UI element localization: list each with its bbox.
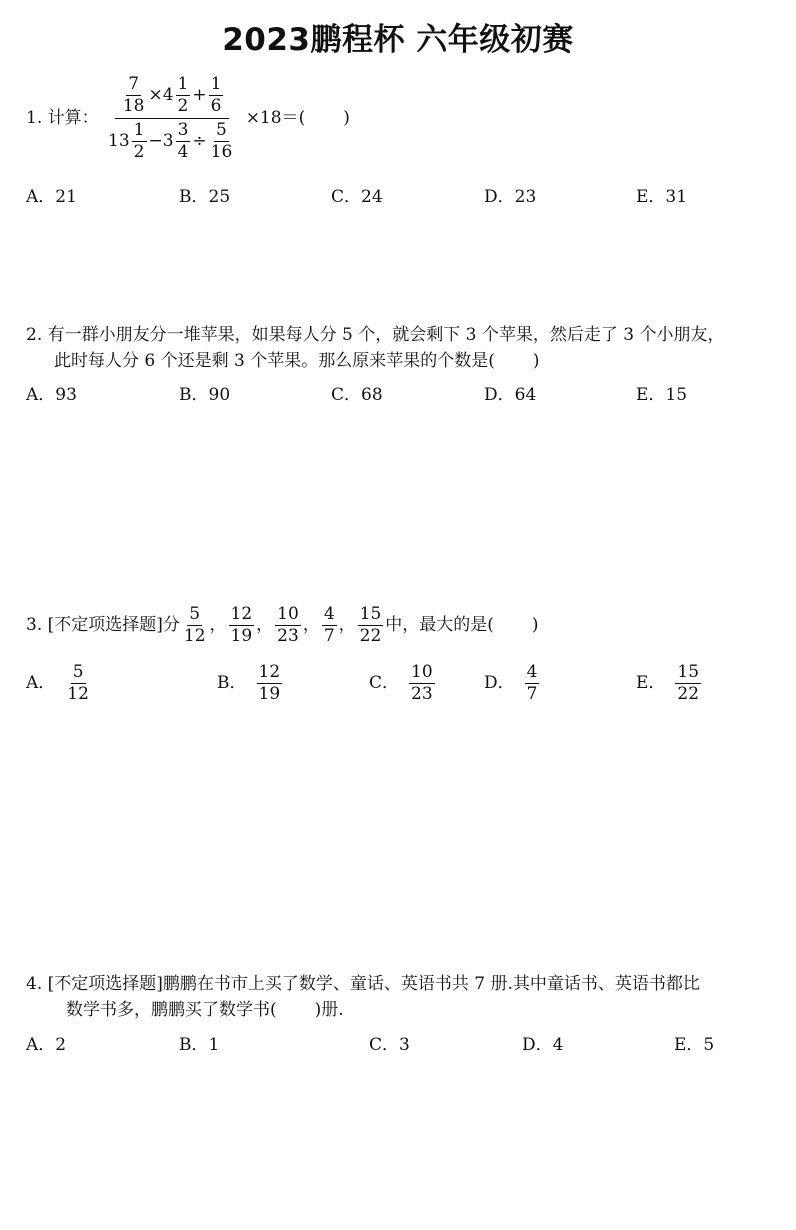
option-letter: B．	[217, 673, 247, 693]
q4-option-d[interactable]	[522, 1030, 563, 1055]
q2-option-b[interactable]	[179, 380, 230, 405]
minus-three: −3	[148, 131, 174, 151]
q2-option-e[interactable]	[636, 380, 687, 405]
denominator: 12	[67, 684, 89, 704]
numerator: 1	[177, 74, 189, 94]
q4-option-e[interactable]	[674, 1030, 714, 1055]
fraction	[275, 606, 301, 645]
option-value: 24	[361, 187, 383, 207]
q3-close-paren: )	[531, 615, 539, 635]
numerator: 4	[526, 662, 538, 682]
q3-prefix: 3. [不定项选择题]分	[26, 615, 180, 635]
numerator: 1	[210, 74, 222, 94]
q3-option-c[interactable]	[369, 664, 437, 703]
option-letter: E．	[636, 385, 666, 405]
separator: ，	[302, 615, 320, 635]
option-letter: E．	[636, 187, 666, 207]
option-value: 25	[208, 187, 231, 207]
option-letter: C．	[331, 385, 362, 405]
fraction	[176, 76, 191, 115]
option-letter: C．	[369, 673, 400, 693]
option-value: 31	[665, 187, 688, 207]
q1-option-d[interactable]	[484, 182, 536, 207]
option-letter: D．	[522, 1035, 553, 1055]
option-letter: A．	[26, 673, 56, 693]
numerator: 15	[677, 662, 700, 682]
q2-line-1: 2. 有一群小朋友分一堆苹果，如果每人分 5 个，就会剩下 3 个苹果，然后走了 3 个小朋友，	[26, 325, 725, 345]
option-letter: D．	[484, 187, 515, 207]
q4-line-2-text: 数学书多，鹏鹏买了数学书(	[66, 1000, 277, 1020]
separator: ，	[338, 615, 356, 635]
q1-close-paren: )	[343, 108, 350, 128]
option-value: 2	[55, 1035, 67, 1055]
q2-option-c[interactable]	[331, 380, 383, 405]
q1-main-fraction	[104, 76, 240, 161]
option-letter: E．	[674, 1035, 704, 1055]
q2-line-2-text: 此时每人分 6 个还是剩 3 个苹果。那么原来苹果的个数是(	[54, 351, 495, 371]
q2-option-d[interactable]	[484, 380, 536, 405]
denominator: 18	[122, 96, 145, 116]
question-3	[26, 606, 539, 645]
option-value: 4	[552, 1035, 564, 1055]
q1-suffix: ×18＝(	[245, 108, 306, 128]
fraction	[525, 664, 540, 703]
option-value: 68	[361, 385, 383, 405]
q1-option-b[interactable]	[179, 182, 230, 207]
denominator: 22	[359, 626, 382, 646]
whole-number: 13	[108, 131, 130, 151]
q3-option-e[interactable]	[636, 664, 703, 703]
question-4	[26, 971, 700, 1023]
q4-option-b[interactable]	[179, 1030, 219, 1055]
option-letter: B．	[179, 385, 209, 405]
denominator: 7	[526, 684, 538, 704]
option-letter: C．	[369, 1035, 400, 1055]
option-letter: E．	[636, 673, 666, 693]
denominator: 23	[277, 626, 299, 646]
q2-option-a[interactable]	[26, 380, 77, 405]
option-letter: D．	[484, 385, 515, 405]
numerator: 5	[189, 604, 201, 624]
q1-numerator	[115, 76, 230, 119]
denominator: 6	[210, 96, 222, 116]
denominator: 2	[177, 96, 189, 116]
option-value: 64	[514, 385, 537, 405]
fraction	[209, 122, 235, 161]
q4-close-paren: )册.	[314, 1000, 344, 1020]
numerator: 12	[258, 662, 281, 682]
numerator: 1	[133, 120, 145, 140]
q1-denominator	[104, 119, 240, 161]
q1-option-e[interactable]	[636, 182, 687, 207]
numerator: 12	[230, 604, 253, 624]
option-value: 3	[399, 1035, 410, 1055]
option-letter: A．	[26, 1035, 56, 1055]
fraction	[209, 76, 224, 115]
numerator: 4	[323, 604, 335, 624]
fraction	[409, 664, 435, 703]
denominator: 12	[183, 626, 206, 646]
fraction	[182, 606, 208, 645]
option-letter: D．	[484, 673, 515, 693]
option-value: 93	[55, 385, 77, 405]
fraction	[121, 76, 147, 115]
option-letter: C．	[331, 187, 362, 207]
numerator: 5	[216, 120, 227, 140]
fraction	[229, 606, 255, 645]
page-title: 2023鹏程杯 六年级初赛	[222, 22, 574, 58]
q4-line-2	[26, 997, 700, 1023]
numerator: 15	[359, 604, 382, 624]
numerator: 5	[72, 662, 84, 682]
denominator: 16	[210, 142, 233, 162]
option-value: 90	[208, 385, 231, 405]
option-value: 23	[514, 187, 537, 207]
fraction	[257, 664, 283, 703]
q4-line-1: 4. [不定项选择题]鹏鹏在书市上买了数学、童话、英语书共 7 册.其中童话书、英语书都比	[26, 974, 700, 994]
question-1	[26, 76, 350, 161]
denominator: 19	[230, 626, 253, 646]
numerator: 10	[277, 604, 299, 624]
fraction	[358, 606, 384, 645]
denominator: 19	[258, 684, 281, 704]
q2-close-paren: )	[532, 351, 540, 371]
numerator: 3	[177, 120, 189, 140]
option-letter: A．	[26, 385, 56, 405]
q1-option-a[interactable]	[26, 182, 77, 207]
option-value: 15	[665, 385, 688, 405]
fraction	[322, 606, 337, 645]
option-letter: B．	[179, 187, 209, 207]
q4-option-a[interactable]	[26, 1030, 66, 1055]
separator: ，	[209, 615, 227, 635]
numerator: 7	[128, 74, 140, 94]
option-letter: A．	[26, 187, 56, 207]
q2-line-2	[26, 348, 725, 374]
q1-option-c[interactable]	[331, 182, 383, 207]
plus-sign: +	[192, 85, 207, 105]
q1-prefix: 1. 计算：	[26, 108, 99, 128]
q3-option-b[interactable]	[217, 664, 284, 703]
times-four: ×4	[148, 85, 174, 105]
question-2	[26, 322, 725, 374]
fraction	[132, 122, 147, 161]
denominator: 2	[133, 142, 145, 162]
option-letter: B．	[179, 1035, 209, 1055]
separator: ，	[256, 615, 274, 635]
option-value: 21	[55, 187, 77, 207]
option-value: 1	[208, 1035, 220, 1055]
denominator: 23	[411, 684, 433, 704]
option-value: 5	[703, 1035, 715, 1055]
denominator: 7	[323, 626, 335, 646]
fraction	[675, 664, 701, 703]
fraction	[176, 122, 191, 161]
q3-option-a[interactable]	[26, 664, 93, 703]
numerator: 10	[411, 662, 433, 682]
q3-option-d[interactable]	[484, 664, 541, 703]
denominator: 4	[177, 142, 189, 162]
denominator: 22	[677, 684, 700, 704]
q3-suffix: 中，最大的是(	[385, 615, 494, 635]
divide-sign: ÷	[192, 131, 207, 151]
q4-option-c[interactable]	[369, 1030, 410, 1055]
fraction	[65, 664, 91, 703]
